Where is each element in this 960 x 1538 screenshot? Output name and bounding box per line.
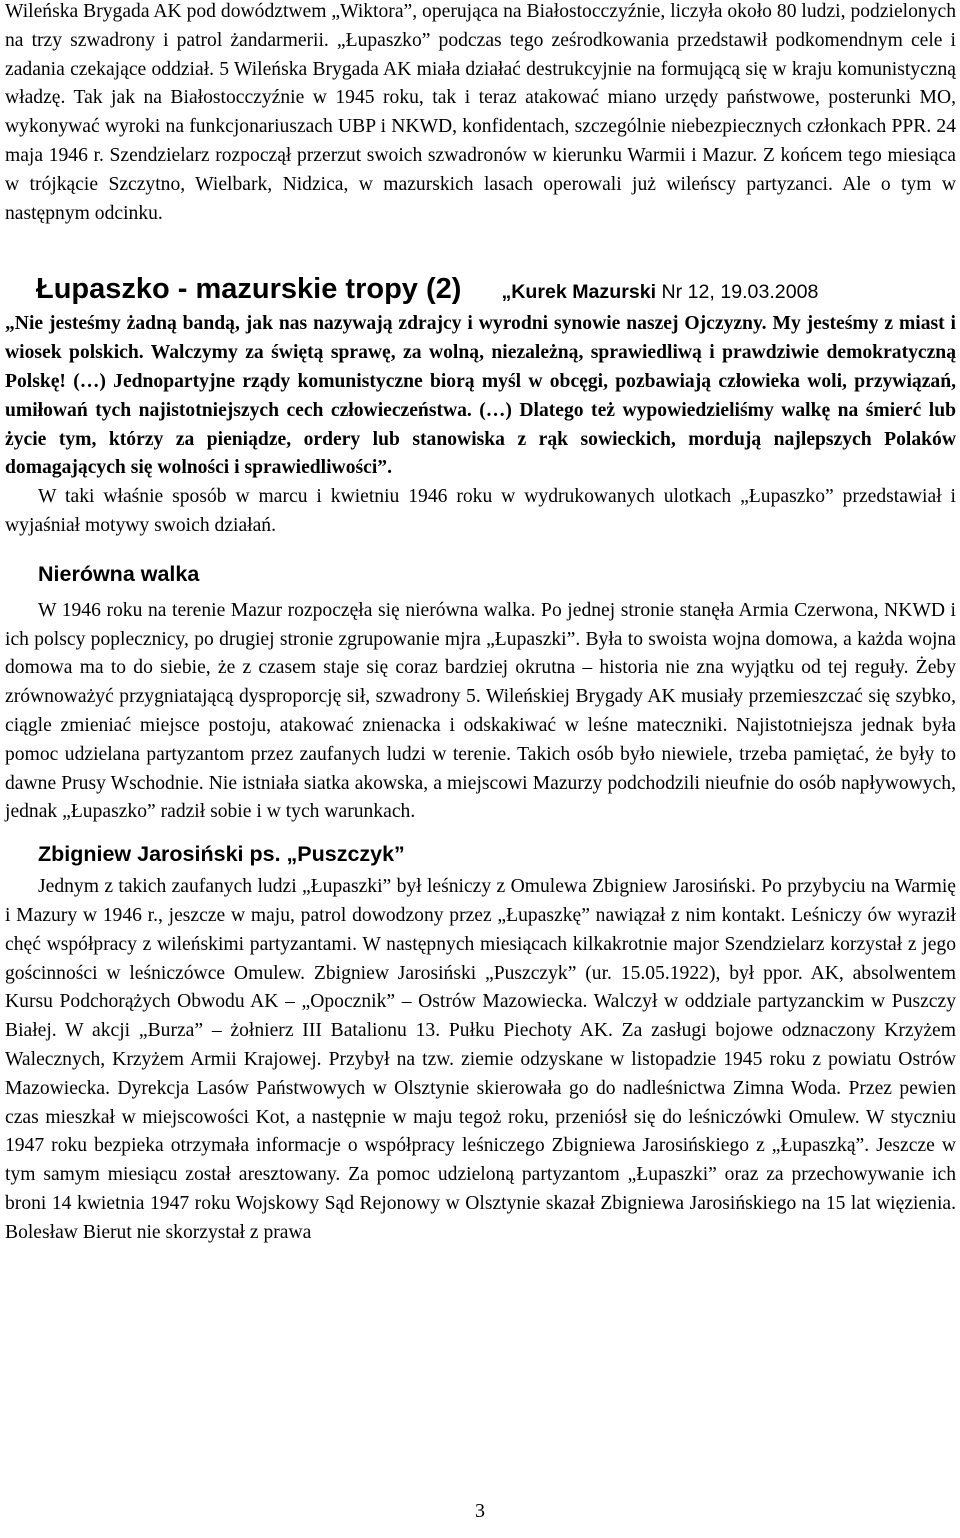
leaflet-quote: „Nie jesteśmy żadną bandą, jak nas nazywają zdrajcy i wyrodni synowie naszej Ojczyzny. My jesteśmy z miast i wiosek polskich. Walczymy za świętą sprawę, za wolną, niezależną, sprawiedliwą i prawdziwie demokratyczną Polskę! (…) Jednopartyjne rządy komunistyczne biorą myśl w obcęgi, pozbawiają człowieka woli, przywiązań, umiłowań tych najistotniejszych cech człowieczeństwa. (…) Dlatego też wypowiedzieliśmy walkę na śmierć lub życie tym, którzy za pieniądze, ordery lub stanowiska z rąk sowieckich, mordują najlepszych Polaków domagających się wolności i sprawiedliwości”.	[5, 313, 956, 479]
source-name: „Kurek Mazurski	[501, 281, 657, 304]
section-text-jarosinski: Jednym z takich zaufanych ludzi „Łupaszki” był leśniczy z Omulewa Zbigniew Jarosiński. Po przybyciu na Warmię i Mazury w 1946 r., jeszcze w maju, patrol dowodzony przez „Łupaszkę” nawiązał z nim kontakt. Leśniczy ów wyraził chęć współpracy z wileńskimi partyzantami. W następnych miesiącach kilkakrotnie major Szendzielarz korzystał z jego gościnności w leśniczówce Omulew. Zbigniew Jarosiński „Puszczyk” (ur. 15.05.1922), był ppor. AK, absolwentem Kursu Podchorążych Obwodu AK – „Opocznik” – Ostrów Mazowiecka. Walczył w oddziale partyzanckim w Puszczy Białej. W akcji „Burza” – żołnierz III Batalionu 13. Pułku Piechoty AK. Za zasługi bojowe odznaczony Krzyżem Walecznych, Krzyżem Armii Krajowej. Przybył na tzw. ziemie odzyskane w listopadzie 1945 roku z powiatu Ostrów Mazowiecka. Dyrekcja Lasów Państwowych w Olsztynie skierowała go do nadleśnictwa Zimna Woda. Przez pewien czas mieszkał w miejscowości Kot, a następnie w maju tegoż roku, przeniósł się do leśniczówki Omulew. W styczniu 1947 roku bezpieka otrzymała informacje o współpracy leśniczego Zbigniewa Jarosińskiego z „Łupaszką”. Jeszcze w tym samym miesiącu został aresztowany. Za pomoc udzieloną partyzantom „Łupaszki” oraz za przechowywanie ich broni 14 kwietnia 1947 roku Wojskowy Sąd Rejonowy w Olsztynie skazał Zbigniewa Jarosińskiego na 15 lat więzienia. Bolesław Bierut nie skorzystał z prawa	[5, 876, 956, 1243]
section-heading-jarosinski: Zbigniew Jarosiński ps. „Puszczyk”	[38, 842, 405, 867]
article-header	[5, 272, 956, 306]
intro-paragraph: Wileńska Brygada AK pod dowództwem „Wiktora”, operująca na Białostocczyźnie, liczyła około 80 ludzi, podzielonych na trzy szwadrony i patrol żandarmerii. „Łupaszko” podczas tego ześrodkowania przedstawił podkomendnym cele i zadania czekające oddział. 5 Wileńska Brygada AK miała działać destrukcyjnie na formującą się w kraju komunistyczną władzę. Tak jak na Białostocczyźnie w 1945 roku, tak i teraz atakować miano urzędy państwowe, posterunki MO, wykonywać wyroki na funkcjonariuszach UBP i NKWD, konfidentach, szczególnie niebezpiecznych członkach PPR. 24 maja 1946 r. Szendzielarz rozpoczął przerzut swoich szwadronów w kierunku Warmii i Mazur. Z końcem tego miesiąca w trójkącie Szczytno, Wielbark, Nidzica, w mazurskich lasach operowali już wileńscy partyzanci. Ale o tym w następnym odcinku.	[5, 1, 956, 224]
page-number: 3	[475, 1500, 485, 1522]
article-source	[501, 278, 818, 306]
source-issue: Nr 12, 19.03.2008	[656, 281, 819, 304]
section-heading-nierowna-walka: Nierówna walka	[38, 561, 200, 586]
section-text-nierowna-walka: W 1946 roku na terenie Mazur rozpoczęła się nierówna walka. Po jednej stronie stanęła Armia Czerwona, NKWD i ich polscy poplecznicy, po drugiej stronie zgrupowanie mjra „Łupaszki”. Była to swoista wojna domowa, a każda wojna domowa ma to do siebie, że z czasem staje się coraz bardziej okrutna – historia nie zna wyjątku od tej reguły. Żeby zrównoważyć przygniatającą dysproporcję sił, szwadrony 5. Wileńskiej Brygady AK musiały przemieszczać się szybko, ciągle zmieniać miejsce postoju, atakować znienacka i odskakiwać w leśne mateczniki. Najistotniejsza jednak była pomoc udzielana partyzantom przez zaufanych ludzi w terenie. Takich osób było niewiele, trzeba pamiętać, że były to dawne Prusy Wschodnie. Nie istniała siatka akowska, a miejscowi Mazurzy podchodzili nieufnie do osób napływowych, jednak „Łupaszko” radził sobie i w tych warunkach.	[5, 599, 956, 823]
article-title: Łupaszko - mazurskie tropy (2)	[36, 273, 462, 306]
after-quote-paragraph: W taki właśnie sposób w marcu i kwietniu 1946 roku w wydrukowanych ulotkach „Łupaszko” przedstawiał i wyjaśniał motywy swoich działań.	[5, 486, 956, 536]
